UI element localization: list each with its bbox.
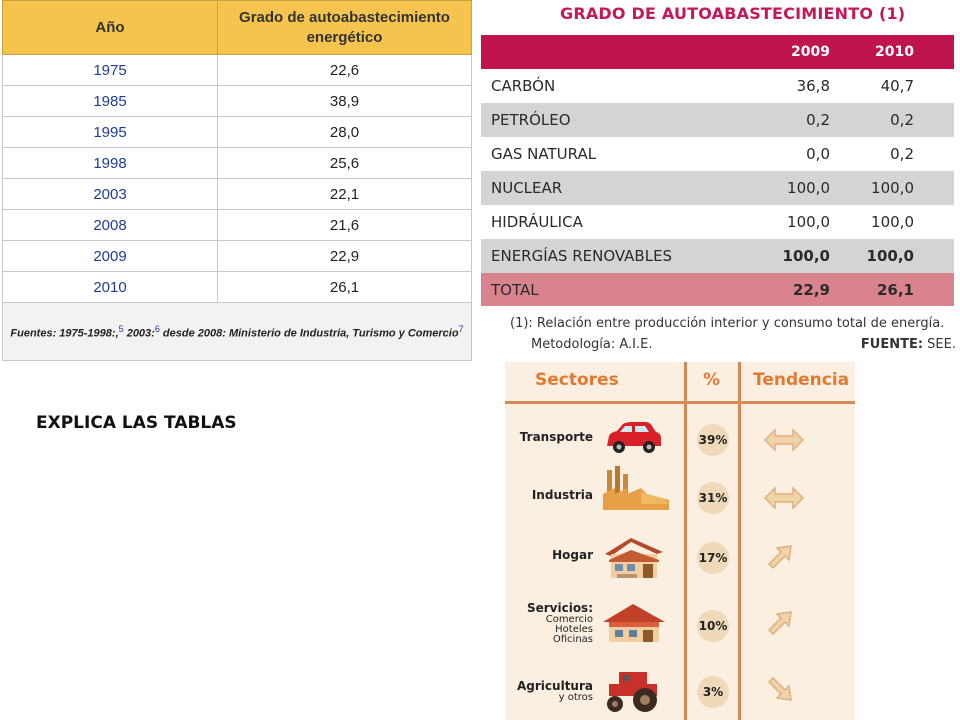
sector-sublabel: Oficinas: [552, 634, 593, 645]
table-row: [481, 103, 954, 137]
value-cell: 25,6: [218, 148, 472, 179]
sector-label: Hogar: [552, 548, 593, 562]
tractor-icon: [601, 666, 663, 719]
row-label: HIDRÁULICA: [491, 213, 583, 231]
year-cell: 2010: [3, 272, 218, 303]
percent-badge: 39%: [697, 424, 729, 456]
table-row: [3, 179, 472, 210]
row-label: GAS NATURAL: [491, 145, 597, 163]
table-row: [3, 55, 472, 86]
footnote-methodology: Metodología: A.I.E.: [531, 337, 653, 352]
sources-text-2: 2003:: [123, 327, 155, 340]
header-trend: Tendencia: [753, 370, 850, 390]
percent-badge: 31%: [697, 482, 729, 514]
row-label: TOTAL: [481, 273, 714, 306]
value-2010: 40,7: [880, 77, 914, 95]
header-sectors: Sectores: [535, 370, 619, 390]
header-year: Año: [3, 1, 218, 55]
sector-row-agriculture: [505, 662, 855, 720]
row-label: CARBÓN: [491, 77, 556, 95]
right-header-row: [481, 35, 954, 69]
sources-breakdown-table: [481, 35, 954, 306]
source-label: FUENTE:: [860, 337, 924, 352]
sources-text-3: desde 2008: Ministerio de Industria, Turismo y Comercio: [159, 327, 459, 340]
sector-row-home: [505, 528, 855, 588]
row-label: NUCLEAR: [481, 171, 714, 205]
table-row: [481, 171, 954, 205]
factory-icon: [601, 464, 671, 521]
percent-badge: 17%: [697, 542, 729, 574]
reference-link-7[interactable]: 7: [458, 324, 464, 335]
header-grade: Grado de autoabastecimiento energético: [218, 1, 472, 55]
sources-text-1: Fuentes: 1975-1998:,: [10, 327, 119, 340]
percent-badge: 10%: [697, 610, 729, 642]
footnote-row: [510, 334, 956, 355]
year-cell: 2009: [3, 241, 218, 272]
header-2009: 2009: [714, 35, 834, 69]
table-row: [481, 205, 954, 239]
table-row: [3, 117, 472, 148]
value-2010: 26,1: [834, 273, 954, 306]
building-icon: [601, 600, 667, 649]
year-cell: 1985: [3, 86, 218, 117]
header-percent: %: [703, 370, 721, 390]
year-cell: 1998: [3, 148, 218, 179]
value-2009: 100,0: [714, 239, 834, 273]
right-table-title: GRADO DE AUTOABASTECIMIENTO (1): [560, 4, 906, 23]
footnote-definition: (1): Relación entre producción interior y consumo total de energía.: [510, 316, 945, 331]
sector-row-transport: [505, 410, 855, 470]
table-row: [3, 241, 472, 272]
instruction-text: EXPLICA LAS TABLAS: [36, 413, 237, 433]
arrow-horizontal-icon: [763, 484, 805, 517]
header-empty: [481, 35, 714, 69]
value-cell: 21,6: [218, 210, 472, 241]
self-sufficiency-table: [2, 0, 472, 361]
car-icon: [601, 418, 665, 461]
sector-label: Servicios:: [526, 601, 593, 615]
header-2010: 2010: [834, 35, 954, 69]
value-cell: 22,1: [218, 179, 472, 210]
sector-sublabel: Hoteles: [555, 624, 593, 635]
sector-label: Industria: [531, 488, 593, 502]
table-row: [481, 69, 954, 103]
year-cell: 1995: [3, 117, 218, 148]
sector-sublabel: Comercio: [545, 614, 593, 625]
source-value: SEE.: [923, 337, 956, 352]
row-label: ENERGÍAS RENOVABLES: [481, 239, 714, 273]
table-row: [481, 239, 954, 273]
total-row: [481, 273, 954, 306]
percent-badge: 3%: [697, 676, 729, 708]
table-row: [3, 86, 472, 117]
value-2010: 0,2: [834, 103, 954, 137]
arrow-down-right-icon: [763, 672, 797, 711]
table-row: [481, 137, 954, 171]
sector-label-group: [527, 602, 593, 645]
value-cell: 28,0: [218, 117, 472, 148]
value-2009: 0,0: [806, 145, 830, 163]
sources-note: [3, 303, 472, 361]
year-cell: 2008: [3, 210, 218, 241]
value-2009: 100,0: [714, 171, 834, 205]
value-cell: 22,9: [218, 241, 472, 272]
value-cell: 22,6: [218, 55, 472, 86]
value-cell: 38,9: [218, 86, 472, 117]
sector-sublabel: y otros: [558, 692, 593, 703]
row-label: PETRÓLEO: [481, 103, 714, 137]
sector-label: Agricultura: [517, 679, 593, 693]
table-row: [3, 210, 472, 241]
sectors-header: [505, 362, 855, 404]
arrow-up-right-icon: [763, 540, 797, 579]
value-2010: 100,0: [834, 239, 954, 273]
sector-label: Transporte: [519, 430, 593, 444]
value-2009: 36,8: [796, 77, 830, 95]
sources-row: [3, 303, 472, 361]
table-footnote: [510, 313, 956, 355]
year-cell: 1975: [3, 55, 218, 86]
value-cell: 26,1: [218, 272, 472, 303]
sector-label-group: [517, 680, 593, 703]
value-2009: 100,0: [787, 213, 830, 231]
sectors-infographic: [505, 362, 855, 720]
footnote-source: [861, 334, 956, 355]
table-row: [3, 148, 472, 179]
sector-row-industry: [505, 468, 855, 528]
table-header-row: [3, 1, 472, 55]
value-2009: 0,2: [714, 103, 834, 137]
value-2009: 22,9: [714, 273, 834, 306]
reference-link-5[interactable]: 5: [118, 324, 124, 335]
house-icon: [601, 534, 667, 587]
value-2010: 100,0: [871, 213, 914, 231]
value-2010: 100,0: [834, 171, 954, 205]
table-row: [3, 272, 472, 303]
reference-link-6[interactable]: 6: [154, 324, 160, 335]
value-2010: 0,2: [890, 145, 914, 163]
arrow-up-right-icon: [763, 606, 797, 645]
arrow-horizontal-icon: [763, 426, 805, 459]
year-cell: 2003: [3, 179, 218, 210]
sector-row-services: [505, 590, 855, 656]
